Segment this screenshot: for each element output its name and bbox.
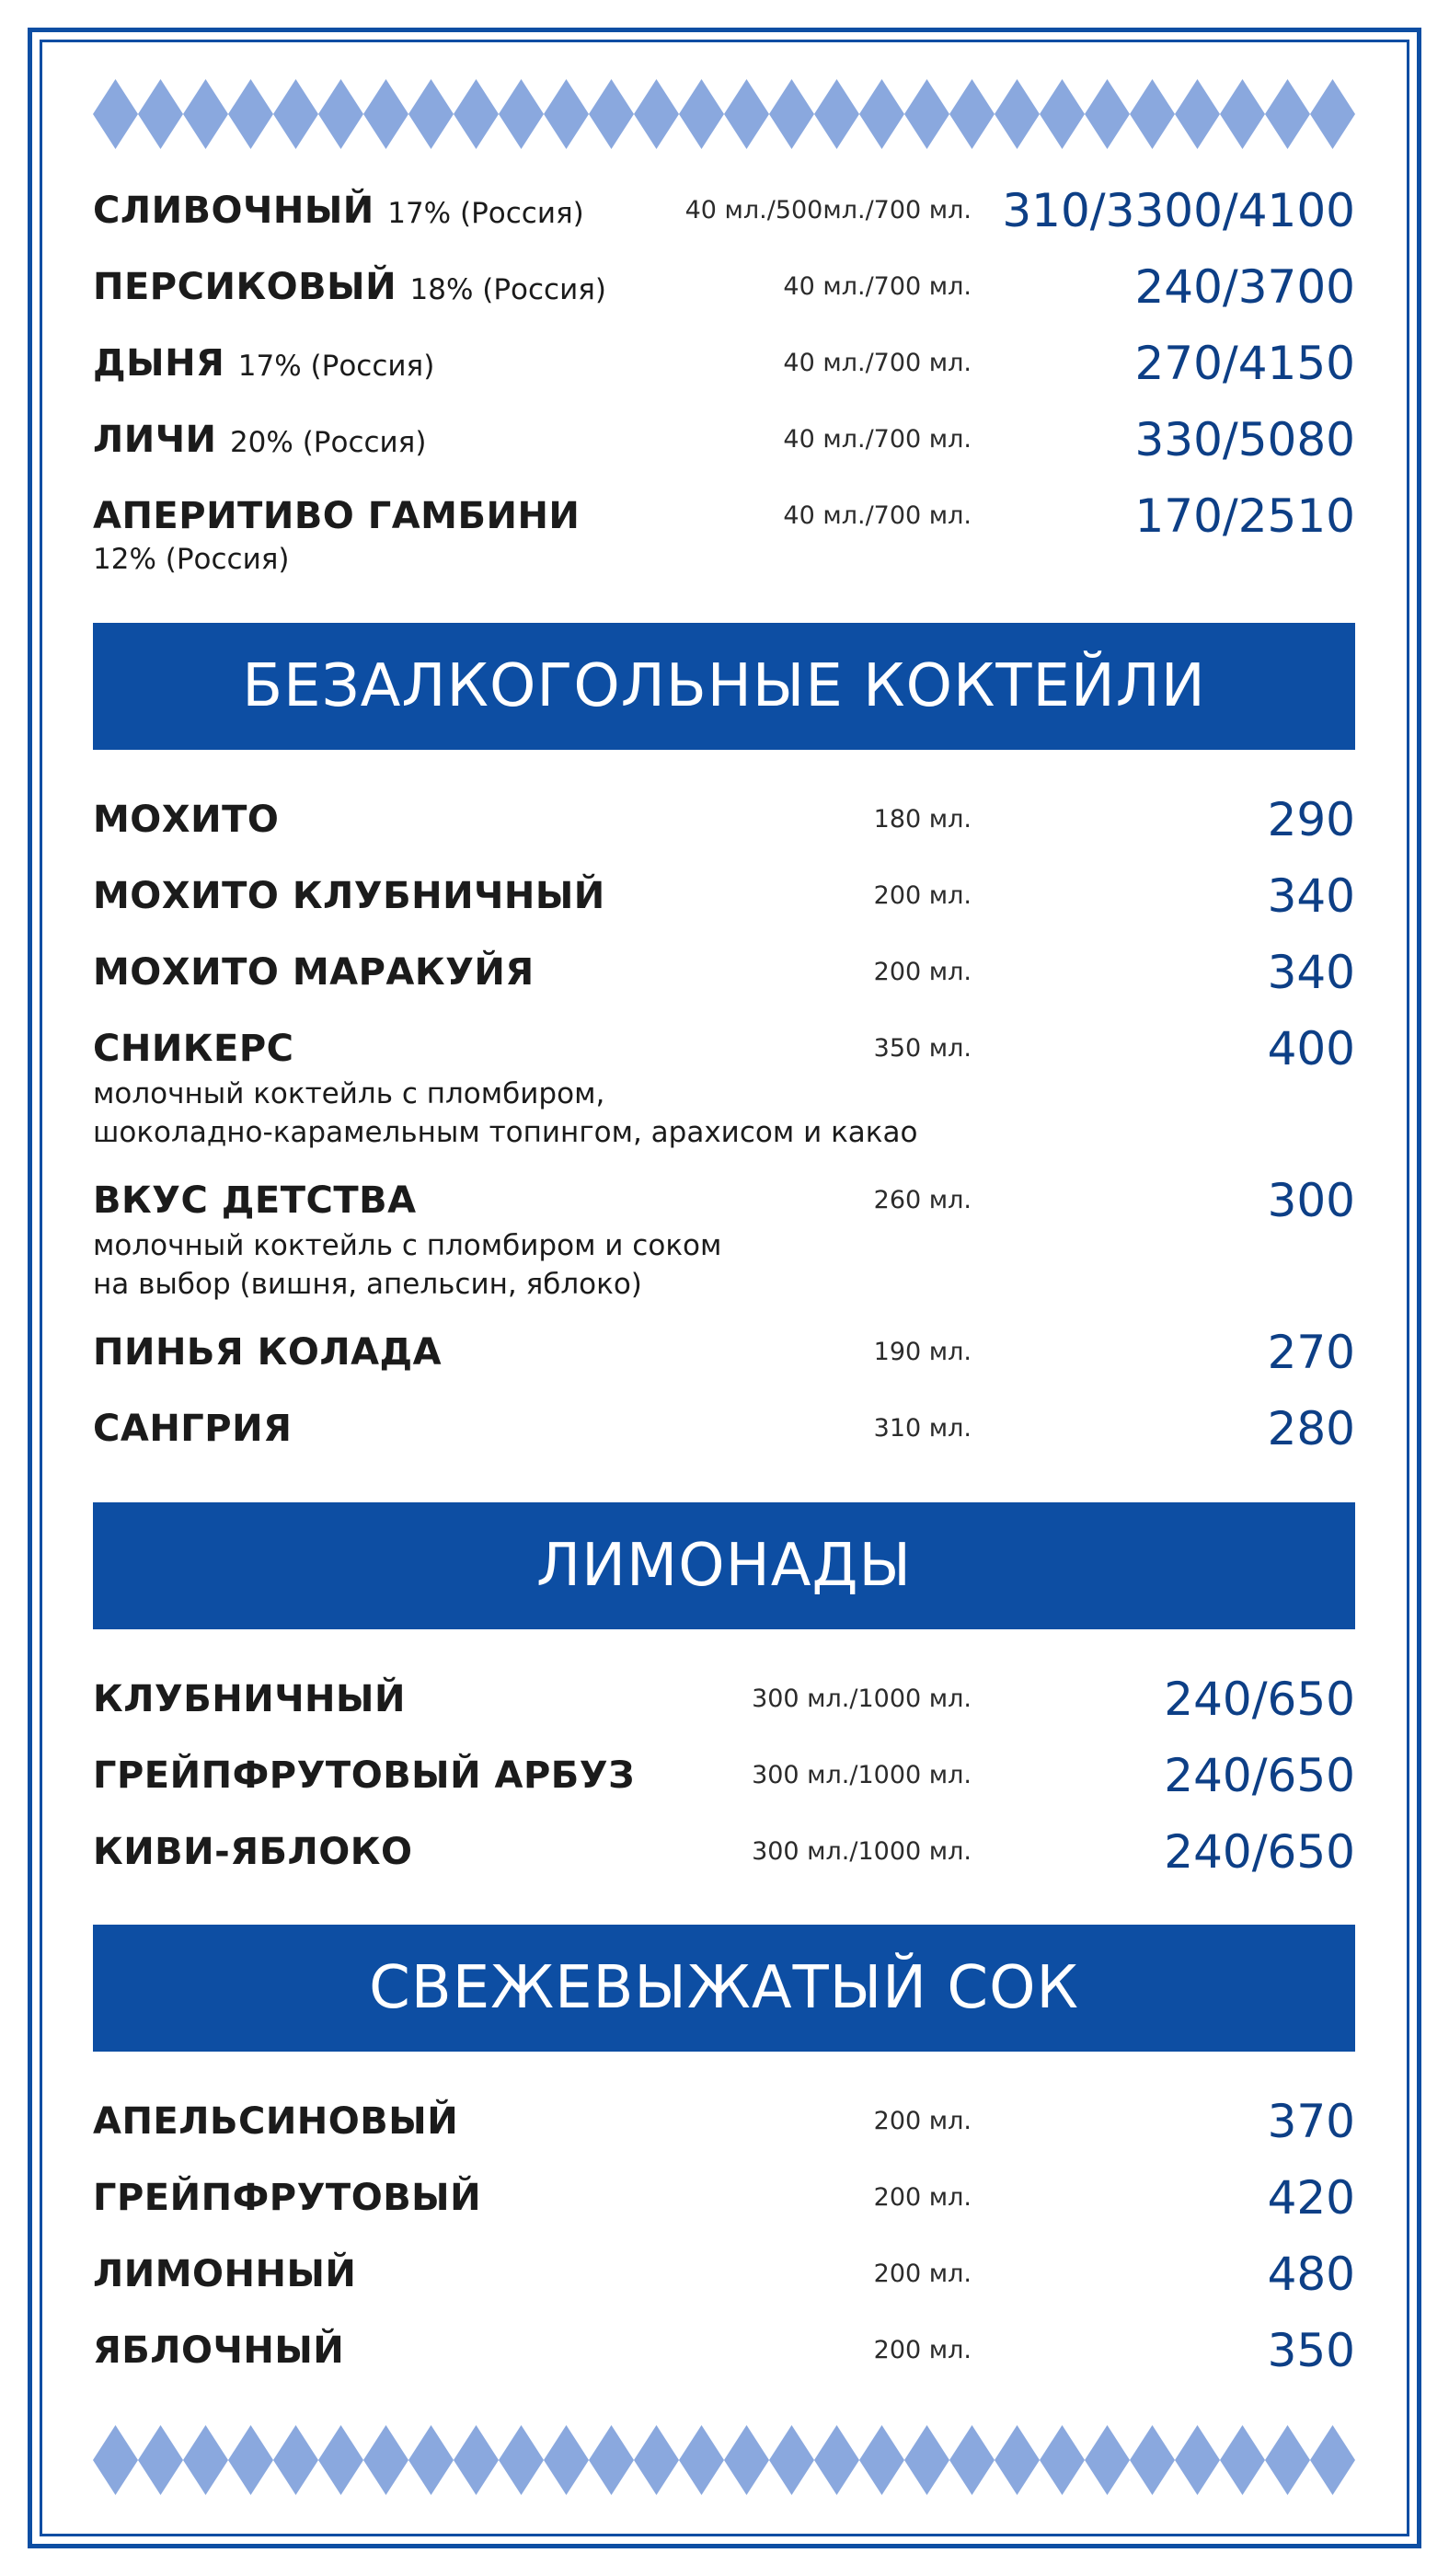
item-name: МОХИТО МАРАКУЙЯ [93, 951, 535, 994]
menu-item [93, 1825, 1355, 1885]
diamond-shape [949, 2425, 995, 2495]
diamond-shape [93, 79, 138, 149]
diamond-shape [183, 79, 228, 149]
item-price: 290 [1267, 793, 1355, 846]
item-name: ЯБЛОЧНЫЙ [93, 2329, 345, 2372]
diamond-shape [93, 2425, 138, 2495]
diamond-shape [634, 79, 679, 149]
diamond-shape [454, 2425, 499, 2495]
diamond-shape [1265, 2425, 1310, 2495]
item-name: КЛУБНИЧНЫЙ [93, 1678, 406, 1720]
item-note: 17% (Россия) [387, 197, 584, 230]
diamond-shape [995, 79, 1040, 149]
item-volume: 200 мл. [873, 881, 972, 910]
item-name: АПЕРИТИВО ГАМБИНИ [93, 495, 581, 537]
diamond-border-top [93, 79, 1355, 149]
item-price: 240/3700 [1134, 260, 1355, 314]
diamond-pattern [93, 79, 1355, 149]
item-note: 12% (Россия) [93, 543, 290, 576]
diamond-shape [1310, 79, 1355, 149]
item-price: 370 [1267, 2095, 1355, 2148]
menu-item [93, 337, 1355, 397]
item-price: 240/650 [1164, 1749, 1355, 1802]
menu-item [93, 413, 1355, 473]
diamond-border-bottom [93, 2425, 1355, 2495]
menu-item [93, 946, 1355, 1006]
item-price: 240/650 [1164, 1825, 1355, 1879]
diamond-shape [1085, 79, 1130, 149]
menu-item [93, 793, 1355, 853]
item-price: 480 [1267, 2248, 1355, 2301]
diamond-pattern [93, 2425, 1355, 2495]
diamond-shape [814, 2425, 859, 2495]
item-description-line: на выбор (вишня, апельсин, яблоко) [93, 1268, 642, 1301]
item-price: 240/650 [1164, 1673, 1355, 1726]
diamond-shape [995, 2425, 1040, 2495]
diamond-shape [499, 79, 544, 149]
menu-item [93, 869, 1355, 929]
item-name: ЛИЧИ 20% (Россия) [93, 419, 427, 461]
diamond-shape [589, 79, 634, 149]
menu-item [93, 1326, 1355, 1386]
diamond-shape [769, 79, 814, 149]
item-name: ГРЕЙПФРУТОВЫЙ [93, 2177, 482, 2219]
item-volume: 40 мл./500мл./700 мл. [684, 196, 972, 224]
diamond-shape [1130, 2425, 1175, 2495]
diamond-shape [1220, 79, 1265, 149]
section-banner: СВЕЖЕВЫЖАТЫЙ СОК [93, 1925, 1355, 2052]
item-volume: 40 мл./700 мл. [783, 425, 972, 454]
item-price: 270 [1267, 1326, 1355, 1379]
item-name: ПЕРСИКОВЫЙ 18% (Россия) [93, 266, 606, 308]
diamond-shape [228, 2425, 273, 2495]
item-price: 310/3300/4100 [1002, 184, 1355, 237]
item-description-line: шоколадно-карамельным топингом, арахисом и какао [93, 1116, 918, 1149]
item-description [93, 1226, 721, 1304]
diamond-shape [1130, 79, 1175, 149]
item-volume: 40 мл./700 мл. [783, 501, 972, 530]
diamond-shape [679, 2425, 724, 2495]
diamond-shape [183, 2425, 228, 2495]
menu-item [93, 1022, 1355, 1156]
diamond-shape [859, 2425, 904, 2495]
item-description-line: молочный коктейль с пломбиром, [93, 1077, 605, 1110]
diamond-shape [228, 79, 273, 149]
menu-item [93, 1673, 1355, 1732]
diamond-shape [1040, 79, 1085, 149]
item-price: 340 [1267, 946, 1355, 999]
item-name: КИВИ-ЯБЛОКО [93, 1831, 413, 1873]
diamond-shape [273, 79, 318, 149]
diamond-shape [1265, 79, 1310, 149]
diamond-shape [859, 79, 904, 149]
menu-item [93, 184, 1355, 244]
item-volume: 200 мл. [873, 958, 972, 986]
diamond-shape [679, 79, 724, 149]
item-price: 280 [1267, 1402, 1355, 1455]
diamond-shape [1310, 2425, 1355, 2495]
diamond-shape [138, 79, 183, 149]
diamond-shape [1085, 2425, 1130, 2495]
item-name: САНГРИЯ [93, 1408, 293, 1450]
diamond-shape [408, 2425, 454, 2495]
item-note: 20% (Россия) [229, 426, 427, 459]
diamond-shape [814, 79, 859, 149]
menu-item [93, 1402, 1355, 1462]
item-price: 300 [1267, 1174, 1355, 1227]
item-volume: 180 мл. [873, 805, 972, 834]
diamond-shape [634, 2425, 679, 2495]
item-note: 18% (Россия) [409, 273, 606, 306]
item-description-line: молочный коктейль с пломбиром и соком [93, 1229, 722, 1262]
menu-item [93, 2095, 1355, 2155]
item-note: 17% (Россия) [237, 350, 435, 383]
item-volume: 300 мл./1000 мл. [752, 1761, 972, 1789]
item-name: АПЕЛЬСИНОВЫЙ [93, 2100, 459, 2143]
item-price: 420 [1267, 2171, 1355, 2225]
item-volume: 40 мл./700 мл. [783, 272, 972, 301]
diamond-shape [1220, 2425, 1265, 2495]
item-name: СЛИВОЧНЫЙ 17% (Россия) [93, 190, 584, 232]
item-price: 170/2510 [1134, 489, 1355, 543]
menu-item [93, 260, 1355, 320]
item-name: СНИКЕРС [93, 1028, 294, 1070]
diamond-shape [363, 2425, 408, 2495]
item-name: МОХИТО КЛУБНИЧНЫЙ [93, 875, 605, 917]
diamond-shape [408, 79, 454, 149]
item-price: 270/4150 [1134, 337, 1355, 390]
item-price: 330/5080 [1134, 413, 1355, 466]
diamond-shape [363, 79, 408, 149]
item-name: ВКУС ДЕТСТВА [93, 1179, 417, 1222]
diamond-shape [273, 2425, 318, 2495]
item-volume: 200 мл. [873, 2107, 972, 2135]
item-price: 340 [1267, 869, 1355, 923]
item-volume: 40 мл./700 мл. [783, 349, 972, 377]
diamond-shape [499, 2425, 544, 2495]
item-volume: 260 мл. [873, 1186, 972, 1214]
item-volume: 300 мл./1000 мл. [752, 1837, 972, 1866]
menu-item [93, 1749, 1355, 1809]
diamond-shape [769, 2425, 814, 2495]
item-volume: 200 мл. [873, 2260, 972, 2288]
item-volume: 200 мл. [873, 2336, 972, 2364]
diamond-shape [544, 79, 589, 149]
diamond-shape [318, 79, 363, 149]
diamond-shape [1175, 79, 1220, 149]
diamond-shape [1175, 2425, 1220, 2495]
item-volume: 200 мл. [873, 2183, 972, 2212]
item-volume: 300 мл./1000 мл. [752, 1685, 972, 1713]
section-banner: ЛИМОНАДЫ [93, 1502, 1355, 1629]
menu-item [93, 2324, 1355, 2384]
diamond-shape [1040, 2425, 1085, 2495]
diamond-shape [138, 2425, 183, 2495]
item-volume: 310 мл. [873, 1414, 972, 1443]
menu-item [93, 2248, 1355, 2307]
item-price: 400 [1267, 1022, 1355, 1075]
diamond-shape [724, 79, 769, 149]
diamond-shape [724, 2425, 769, 2495]
diamond-shape [904, 79, 949, 149]
item-name: ПИНЬЯ КОЛАДА [93, 1331, 443, 1374]
diamond-shape [544, 2425, 589, 2495]
section-banner: БЕЗАЛКОГОЛЬНЫЕ КОКТЕЙЛИ [93, 623, 1355, 750]
diamond-shape [904, 2425, 949, 2495]
item-volume: 190 мл. [873, 1338, 972, 1366]
item-name: ЛИМОННЫЙ [93, 2253, 357, 2295]
diamond-shape [318, 2425, 363, 2495]
item-volume: 350 мл. [873, 1034, 972, 1063]
menu-item [93, 489, 1355, 586]
item-name: МОХИТО [93, 799, 280, 841]
item-price: 350 [1267, 2324, 1355, 2377]
diamond-shape [949, 79, 995, 149]
diamond-shape [454, 79, 499, 149]
item-description [93, 1075, 918, 1152]
menu-item [93, 2171, 1355, 2231]
diamond-shape [589, 2425, 634, 2495]
menu-item [93, 1174, 1355, 1307]
item-name: ГРЕЙПФРУТОВЫЙ АРБУЗ [93, 1754, 636, 1797]
item-name: ДЫНЯ 17% (Россия) [93, 342, 435, 385]
